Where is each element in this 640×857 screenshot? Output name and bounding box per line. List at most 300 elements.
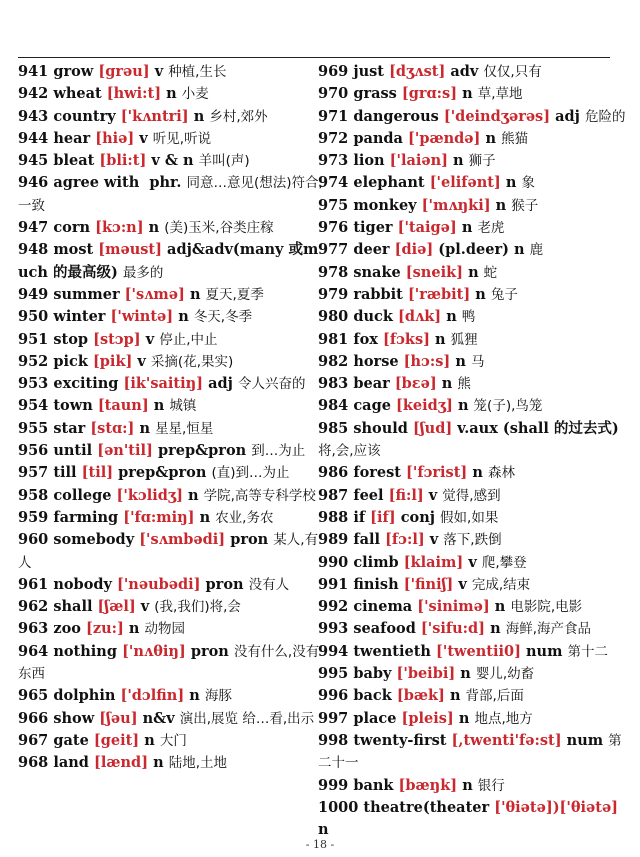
entry-definition: 完成,结束 [471, 576, 531, 593]
entry-definition: 觉得,感到 [442, 487, 501, 504]
entry-number: 973 [318, 152, 349, 170]
entry-definition: 兔子 [490, 286, 518, 303]
entry-part-of-speech: n [455, 352, 466, 370]
entry-word: baby [353, 665, 392, 683]
entry-word: back [353, 687, 392, 705]
entry-pronunciation: ['fɔrist] [406, 464, 468, 482]
entry-number: 998 [318, 731, 349, 749]
entry-definition: 马 [470, 353, 485, 370]
entry-pronunciation: [dʌk] [397, 308, 442, 326]
entry-word: stop [53, 330, 89, 348]
entry-part-of-speech: v [428, 486, 438, 504]
entry-part-of-speech: n [505, 174, 517, 192]
vocab-entry [318, 775, 628, 797]
entry-word: fox [353, 330, 378, 348]
entry-word: farming [53, 508, 119, 526]
entry-definition: 大门 [159, 732, 187, 749]
vocab-entry [18, 752, 324, 774]
entry-number: 984 [318, 397, 349, 415]
entry-part-of-speech: n [462, 85, 473, 103]
entry-word: college [53, 486, 112, 504]
entry-word: somebody [53, 531, 135, 549]
vocab-entry [318, 239, 628, 261]
entry-part-of-speech: v.aux (shall 的过去式) [457, 419, 619, 437]
top-rule [18, 57, 610, 58]
entry-number: 951 [18, 330, 49, 348]
entry-part-of-speech: n [460, 665, 471, 683]
entry-number: 969 [318, 63, 349, 80]
entry-word: corn [53, 219, 91, 237]
vocab-entry [318, 395, 628, 417]
entry-pronunciation: ['sʌmbədi] [139, 531, 226, 549]
entry-definition: 爬,攀登 [481, 554, 527, 571]
entry-part-of-speech: n [485, 129, 496, 147]
entry-word: just [353, 63, 384, 80]
entry-number: 994 [318, 642, 349, 660]
entry-word: wheat [53, 85, 102, 103]
entry-definition: 农业,务农 [215, 509, 274, 526]
vocab-entry [18, 61, 324, 83]
entry-word: land [53, 754, 89, 772]
entry-number: 982 [318, 352, 349, 370]
entry-pronunciation: ['fɑ:miŋ] [123, 508, 195, 526]
entry-part-of-speech: v [145, 330, 155, 348]
entry-number: 950 [18, 308, 49, 326]
vocab-entry [318, 596, 628, 618]
entry-word: dolphin [53, 687, 116, 705]
entry-part-of-speech: n [139, 419, 150, 437]
entry-part-of-speech: n [449, 687, 461, 705]
entry-part-of-speech: n [193, 107, 205, 125]
vocab-entry [18, 618, 324, 640]
entry-pronunciation: ['sʌmə] [124, 285, 185, 303]
entry-definition: (美)玉米,谷类庄稼 [164, 220, 274, 237]
entry-word: duck [353, 308, 393, 326]
entry-part-of-speech: n&v [142, 709, 175, 727]
vocab-entry [318, 217, 628, 239]
entry-pronunciation: ['nəubədi] [117, 575, 201, 593]
vocab-entry [318, 418, 628, 463]
entry-pronunciation: [bæk] [396, 687, 445, 705]
entry-word: winter [53, 308, 106, 326]
entry-definition: 仅仅,只有 [483, 64, 542, 80]
entry-definition: 没有人 [248, 576, 290, 593]
entry-word: climb [353, 553, 399, 571]
entry-pronunciation: ['taigə] [397, 219, 457, 237]
entry-pronunciation: [sneik] [405, 263, 463, 281]
entry-part-of-speech: n [178, 308, 189, 326]
entry-definition: 某人,有人 [18, 532, 319, 571]
entry-part-of-speech: n [446, 308, 457, 326]
entry-pronunciation: [stɑ:] [90, 419, 135, 437]
vocab-entry [318, 685, 628, 707]
entry-definition: 夏天,夏季 [205, 286, 264, 303]
entry-word: shall [53, 598, 93, 616]
entry-pronunciation: [pleis] [401, 709, 454, 727]
entry-word: cinema [353, 598, 413, 616]
entry-definition: 最多的 [122, 264, 164, 281]
entry-pronunciation: [keidʒ] [396, 397, 453, 415]
entry-word: tiger [353, 219, 393, 237]
vocab-entry [18, 172, 324, 217]
entry-number: 980 [318, 308, 349, 326]
page-number: - 18 - [305, 838, 335, 851]
entry-definition: 笼(子),鸟笼 [473, 398, 543, 415]
entry-pronunciation: ['sifu:d] [420, 620, 486, 638]
entry-number: 952 [18, 352, 49, 370]
entry-definition: 地点,地方 [474, 710, 533, 727]
entry-word: twenty-first [353, 731, 447, 749]
entry-part-of-speech: n [153, 754, 164, 772]
entry-pronunciation: [dʒʌst] [389, 63, 446, 80]
entry-number: 946 [18, 174, 49, 192]
entry-number: 943 [18, 107, 49, 125]
entry-pronunciation: ['kʌntri] [120, 107, 189, 125]
entry-part-of-speech: n [318, 821, 329, 839]
entry-number: 979 [318, 285, 349, 303]
entry-part-of-speech: v [137, 352, 146, 370]
vocab-entry [18, 730, 324, 752]
entry-number: 947 [18, 219, 49, 237]
entry-part-of-speech: phr. [149, 174, 182, 192]
entry-pronunciation: ['dɔlfin] [120, 687, 185, 705]
vocab-entry [18, 128, 324, 150]
entry-part-of-speech: n [166, 85, 177, 103]
vocab-entry [18, 440, 324, 462]
vocab-entry [318, 329, 628, 351]
vocab-entry [318, 150, 628, 172]
entry-pronunciation: ['twentii0] [436, 642, 521, 660]
entry-pronunciation: [,twenti'fə:st] [451, 731, 562, 749]
entry-definition: 城镇 [169, 398, 197, 415]
entry-word: show [53, 709, 95, 727]
entry-part-of-speech: n [189, 285, 201, 303]
vocab-entry [18, 395, 324, 417]
entry-definition: 银行 [477, 777, 505, 794]
entry-word: most [53, 241, 94, 259]
entry-part-of-speech: n [457, 397, 469, 415]
vocab-entry [318, 663, 628, 685]
entry-pronunciation: [ʃəu] [99, 709, 138, 727]
vocab-entry [318, 618, 628, 640]
vocab-entry [318, 284, 628, 306]
vocab-entry [318, 351, 628, 373]
entry-number: 944 [18, 129, 49, 147]
vocab-entry [318, 61, 628, 83]
entry-definition: 狮子 [468, 153, 496, 170]
entry-number: 954 [18, 397, 49, 415]
entry-part-of-speech: n [468, 263, 479, 281]
vocab-entry [318, 195, 628, 217]
entry-number: 975 [318, 196, 349, 214]
entry-number: 965 [18, 687, 49, 705]
entry-part-of-speech: adj [555, 107, 580, 125]
entry-number: 955 [18, 419, 49, 437]
entry-word: summer [53, 285, 120, 303]
entry-pronunciation: [diə] [394, 241, 434, 259]
entry-definition: 电影院,电影 [510, 599, 583, 616]
entry-pronunciation: [lænd] [94, 754, 149, 772]
vocab-entry [318, 106, 628, 128]
entry-part-of-speech: v [429, 531, 439, 549]
vocab-entry [318, 797, 628, 842]
vocab-entry [18, 462, 324, 484]
entry-number: 976 [318, 219, 349, 237]
vocab-entry [18, 418, 324, 440]
entry-part-of-speech: n [458, 709, 470, 727]
entry-definition: 假如,如果 [440, 509, 499, 526]
entry-word: bear [353, 375, 390, 393]
entry-pronunciation: [ʃud] [412, 419, 453, 437]
entry-number: 997 [318, 709, 349, 727]
entry-word: should [353, 419, 408, 437]
entry-number: 972 [318, 129, 349, 147]
entry-definition: 乡村,郊外 [209, 108, 268, 125]
entry-number: 941 [18, 63, 49, 80]
entry-definition: 落下,跌倒 [443, 532, 502, 549]
entry-number: 996 [318, 687, 349, 705]
entry-definition: 小麦 [181, 86, 209, 103]
vocab-entry [18, 685, 324, 707]
entry-pronunciation: [hɔ:s] [403, 352, 451, 370]
entry-word: nobody [53, 575, 112, 593]
entry-definition: 背部,后面 [465, 688, 524, 705]
entry-pronunciation: ['θiətə])['θiətə] [494, 798, 619, 816]
entry-pronunciation: ['sinimə] [417, 598, 490, 616]
entry-pronunciation: ['beibi] [396, 665, 456, 683]
entry-definition: 森林 [487, 465, 515, 482]
vocab-entry [18, 329, 324, 351]
vocab-entry [18, 306, 324, 328]
entry-word: grow [53, 63, 94, 80]
vocab-entry [318, 83, 628, 105]
entry-word: bleat [53, 152, 95, 170]
entry-number: 985 [318, 419, 349, 437]
vocab-entry [18, 351, 324, 373]
entry-word: hear [53, 129, 91, 147]
entry-definition: 鹿 [529, 242, 544, 259]
entry-number: 961 [18, 575, 49, 593]
entry-pronunciation: [if] [370, 508, 396, 526]
vocab-entry [318, 128, 628, 150]
entry-pronunciation: [hwi:t] [106, 85, 162, 103]
entry-number: 995 [318, 665, 349, 683]
entry-number: 959 [18, 508, 49, 526]
entry-part-of-speech: n [189, 687, 200, 705]
entry-number: 942 [18, 85, 49, 103]
entry-pronunciation: ['kɔlidʒ] [116, 486, 183, 504]
entry-definition: 没有什么,没有东西 [18, 643, 320, 683]
entry-word: finish [353, 575, 399, 593]
entry-pronunciation: [məust] [98, 241, 162, 259]
entry-word: till [53, 464, 77, 482]
entry-word: monkey [353, 196, 417, 214]
entry-number: 988 [318, 508, 349, 526]
vocab-entry [318, 507, 628, 529]
entry-number: 974 [318, 174, 349, 192]
entry-definition: 将,会,应该 [318, 443, 381, 460]
entry-definition: 狐狸 [450, 331, 478, 348]
entry-part-of-speech: conj [400, 508, 435, 526]
entry-number: 956 [18, 442, 49, 460]
entry-part-of-speech: adj&adv(many 或much 的最高级) [18, 241, 319, 281]
vocab-entry [18, 239, 324, 284]
vocab-entry [318, 574, 628, 596]
vocab-entry [318, 552, 628, 574]
entry-definition: 学院,高等专科学校 [203, 487, 316, 504]
entry-word: fall [353, 531, 380, 549]
entry-pronunciation: [grɑ:s] [401, 85, 458, 103]
entry-definition: 羊叫(声) [198, 153, 250, 170]
entry-definition: 种植,生长 [168, 64, 227, 80]
entry-number: 1000 [318, 798, 359, 816]
entry-definition: 猴子 [511, 197, 539, 214]
entry-pronunciation: [ik'saitiŋ] [123, 375, 204, 393]
entry-definition: 熊 [457, 376, 471, 393]
entry-pronunciation: ['ræbit] [407, 285, 471, 303]
entry-number: 948 [18, 241, 49, 259]
entry-word: elephant [353, 174, 425, 192]
entry-part-of-speech: num [526, 642, 563, 660]
entry-number: 991 [318, 575, 349, 593]
entry-number: 962 [18, 598, 49, 616]
entry-definition: 海豚 [204, 688, 232, 705]
vocab-entry [318, 708, 628, 730]
vocab-entry [18, 106, 324, 128]
entry-number: 978 [318, 263, 349, 281]
entry-pronunciation: [ən'til] [97, 442, 153, 460]
left-column [18, 61, 324, 775]
entry-number: 949 [18, 285, 49, 303]
entry-definition: 海鲜,海产食品 [505, 621, 591, 638]
entry-pronunciation: [kɔ:n] [95, 219, 144, 237]
entry-part-of-speech: n [462, 776, 473, 794]
entry-pronunciation: ['nʌθiŋ] [122, 642, 186, 660]
entry-definition: 停止,中止 [159, 331, 218, 348]
entry-word: theatre(theater [363, 798, 490, 816]
entry-definition: 同意…意见(想法)符合,一致 [18, 175, 323, 214]
entry-part-of-speech: n [441, 375, 453, 393]
entry-word: until [53, 442, 93, 460]
entry-number: 960 [18, 531, 49, 549]
entry-definition: 草,草地 [477, 86, 523, 103]
entry-definition: 老虎 [477, 220, 505, 237]
vocab-entry [318, 462, 628, 484]
entry-pronunciation: [til] [81, 464, 114, 482]
entry-word: forest [353, 464, 401, 482]
entry-pronunciation: [fi:l] [388, 486, 424, 504]
entry-definition: 听见,听说 [152, 130, 212, 147]
entry-number: 953 [18, 375, 49, 393]
entry-word: grass [353, 85, 397, 103]
entry-definition: (我,我们)将,会 [154, 599, 241, 616]
vocab-entry [18, 641, 324, 686]
entry-part-of-speech: n [188, 486, 199, 504]
vocab-entry [318, 262, 628, 284]
entry-pronunciation: ['deindʒərəs] [443, 107, 551, 125]
entry-part-of-speech: n [435, 330, 446, 348]
entry-pronunciation: [stɔp] [93, 330, 141, 348]
entry-word: twentieth [353, 642, 431, 660]
entry-part-of-speech: adj [208, 375, 233, 393]
entry-part-of-speech: v [140, 598, 150, 616]
entry-part-of-speech: pron [230, 531, 269, 549]
vocab-entry [318, 641, 628, 663]
entry-part-of-speech: n [153, 397, 165, 415]
entry-part-of-speech: num [566, 731, 604, 749]
entry-number: 993 [318, 620, 349, 638]
entry-part-of-speech: prep&pron [157, 442, 247, 460]
entry-pronunciation: [bæŋk] [398, 776, 458, 794]
vocab-entry [18, 529, 324, 574]
vocab-entry [318, 172, 628, 194]
entry-word: pick [53, 352, 88, 370]
entry-number: 968 [18, 754, 49, 772]
entry-word: rabbit [353, 285, 403, 303]
entry-definition: 星星,恒星 [155, 420, 214, 437]
entry-number: 986 [318, 464, 349, 482]
entry-part-of-speech: adv [450, 63, 479, 80]
entry-definition: 蛇 [483, 264, 498, 281]
entry-part-of-speech: (pl.deer) n [438, 241, 525, 259]
entry-definition: 陆地,土地 [168, 755, 228, 772]
vocab-entry [318, 730, 628, 775]
entry-part-of-speech: pron [190, 642, 229, 660]
entry-number: 981 [318, 330, 349, 348]
entry-word: lion [353, 152, 385, 170]
entry-part-of-speech: n [490, 620, 501, 638]
vocab-entry [318, 529, 628, 551]
entry-definition: 婴儿,幼畜 [475, 666, 535, 683]
entry-word: place [353, 709, 397, 727]
entry-number: 945 [18, 152, 49, 170]
entry-number: 977 [318, 241, 349, 259]
entry-definition: 第二十一 [318, 732, 622, 772]
entry-part-of-speech: n [148, 219, 160, 237]
entry-pronunciation: ['finiʃ] [403, 575, 454, 593]
entry-part-of-speech: n [472, 464, 483, 482]
entry-pronunciation: ['wintə] [110, 308, 174, 326]
entry-part-of-speech: n [461, 219, 473, 237]
entry-pronunciation: [bli:t] [99, 152, 147, 170]
entry-number: 971 [318, 107, 349, 125]
entry-word: zoo [53, 620, 81, 638]
entry-word: snake [353, 263, 401, 281]
entry-definition: 动物园 [144, 621, 186, 638]
entry-pronunciation: ['laiən] [389, 152, 448, 170]
entry-number: 999 [318, 776, 349, 794]
entry-definition: 采摘(花,果实) [150, 353, 234, 370]
entry-number: 958 [18, 486, 49, 504]
entry-part-of-speech: n [453, 152, 464, 170]
entry-definition: (直)到…为止 [211, 465, 290, 482]
entry-pronunciation: [grəu] [98, 63, 150, 80]
entry-word: panda [353, 129, 403, 147]
entry-word: deer [353, 241, 390, 259]
entry-definition: 令人兴奋的 [237, 376, 306, 393]
vocab-entry [18, 284, 324, 306]
entry-part-of-speech: n [495, 196, 507, 214]
entry-pronunciation: [klaim] [403, 553, 464, 571]
entry-definition: 鸭 [461, 309, 476, 326]
entry-part-of-speech: n [144, 731, 155, 749]
vocab-entry [18, 596, 324, 618]
vocab-entry [18, 217, 324, 239]
entry-definition: 冬天,冬季 [193, 309, 253, 326]
entry-number: 967 [18, 731, 49, 749]
entry-part-of-speech: v [154, 63, 164, 80]
entry-word: nothing [53, 642, 117, 660]
